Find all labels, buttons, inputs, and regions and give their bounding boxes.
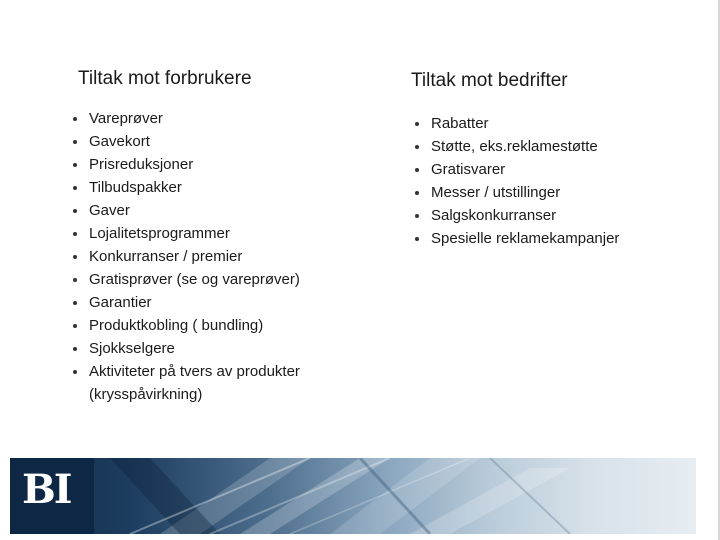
list-item: Aktiviteter på tvers av produkter (krysspåvirkning) <box>73 360 333 406</box>
consumer-measures-heading: Tiltak mot forbrukere <box>78 68 252 89</box>
list-item: Rabatter <box>415 112 715 135</box>
footer-banner <box>10 458 696 534</box>
list-item: Produktkobling ( bundling) <box>73 314 333 337</box>
list-item: Tilbudspakker <box>73 176 333 199</box>
list-item: Gratisvarer <box>415 158 715 181</box>
list-item: Prisreduksjoner <box>73 153 333 176</box>
list-item: Salgskonkurranser <box>415 204 715 227</box>
list-item: Spesielle reklamekampanjer <box>415 227 715 250</box>
business-measures-heading: Tiltak mot bedrifter <box>411 70 568 91</box>
list-item: Støtte, eks.reklamestøtte <box>415 135 715 158</box>
list-item: Sjokkselgere <box>73 337 333 360</box>
consumer-measures-list <box>73 107 333 406</box>
business-measures-list <box>415 112 715 250</box>
logo-text: BI <box>22 466 71 513</box>
list-item: Vareprøver <box>73 107 333 130</box>
list-item: Gaver <box>73 199 333 222</box>
architecture-photo <box>10 458 696 534</box>
list-item: Garantier <box>73 291 333 314</box>
list-item: Gavekort <box>73 130 333 153</box>
list-item: Gratisprøver (se og vareprøver) <box>73 268 333 291</box>
list-item: Messer / utstillinger <box>415 181 715 204</box>
list-item: Konkurranser / premier <box>73 245 333 268</box>
bi-logo <box>10 458 94 534</box>
list-item: Lojalitetsprogrammer <box>73 222 333 245</box>
